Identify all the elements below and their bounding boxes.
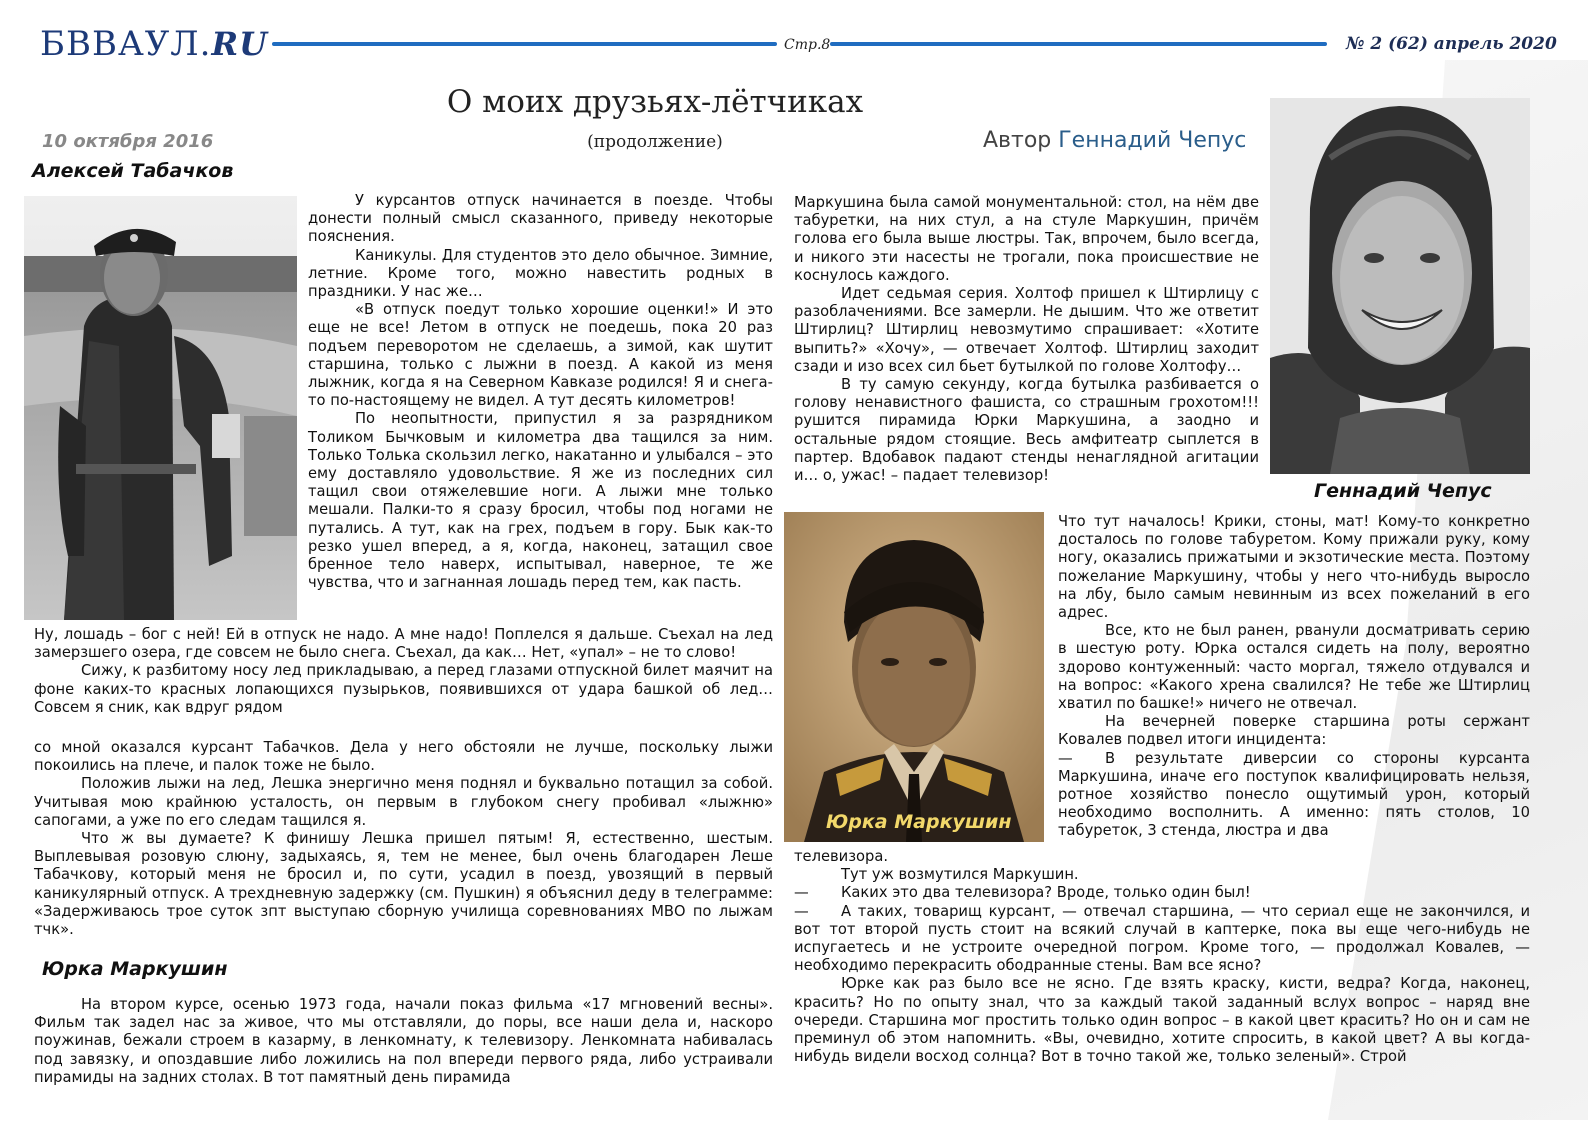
- paragraph: «В отпуск поедут только хорошие оценки!» И это еще не все! Летом в отпуск не поедешь, пока 20 раз подъем переворотом не сделаешь, а зимой, как шутит старшина, только с лыжни в поезд. А какой из меня лыжник, когда я на Северном Кавказе родился! Я и снега-то по-настоящему не видел. А тут десять километров!: [308, 301, 773, 410]
- paragraph: Что ж вы думаете? К финишу Лешка пришел пятым! Я, естественно, шестым. Выплевывая розовую слюну, задыхаясь, я, тем не менее, был очень благодарен Леше Табачкову, который меня не бросил и, по сути, усадил в поезд, увозящий в первый каникулярный отпуск. А трехдневную задержку (см. Пушкин) я объяснил деду в телеграмме: «Задерживаюсь трое суток зпт выступаю сборную училища соревнованиях МВО по лыжам тчк».: [34, 830, 773, 939]
- article-subtitle: (продолжение): [587, 132, 723, 152]
- dash-mark: —: [794, 884, 809, 902]
- page-number: Стр.8: [784, 37, 831, 53]
- caption-chepus: Геннадий Чепус: [1314, 480, 1492, 502]
- text-block-6: [1058, 513, 1530, 841]
- dialogue-line: [1058, 750, 1530, 841]
- photo-markushin: [784, 512, 1044, 842]
- paragraph: телевизора.: [794, 848, 889, 865]
- paragraph: Каникулы. Для студентов это дело обычное. Зимние, летние. Кроме того, можно навестить родных в праздники. У нас же…: [308, 246, 773, 301]
- paragraph: По неопытности, припустил я за разрядником Толиком Бычковым и километра два тащился за ним. Только Толька скользил легко, накатанно и улыбался – это ему доставляло удовольствие. Я же из последних сил тащил свои отяжелевшие ноги. А лыжи мне только мешали. Палки-то я сразу бросил, чтобы под ногами не путались. А тут, как на грех, подъем в гору. Бык как-то резко ушел вперед, а я, когда, наконец, затащил свое бренное тело наверх, испытывал, наверное, те же чувства, что и загнанная лошадь перед тем, как пасть.: [308, 410, 773, 592]
- heading-tabachkov: Алексей Табачков: [32, 160, 234, 182]
- text-block-1: [308, 192, 773, 592]
- paragraph: В ту самую секунду, когда бутылка разбивается о голову ненавистного фашиста, со страшным грохотом!!! рушится пирамида Юрки Маркушина, а заодно и остальные рядом стоящие. Весь амфитеатр сыплется в партер. Вдобавок падают стенды ненаглядной агитации и… о, ужас! – падает телевизор!: [794, 376, 1259, 485]
- paragraph: Идет седьмая серия. Холтоф пришел к Штирлицу с разоблачениями. Все замерли. Не дышим. Что же ответит Штирлиц? Штирлиц невозмутимо спрашивает: «Хотите выпить?» «Хочу», — отвечает Холтоф. Штирлиц заходит сзади и изо всех сил бьет бутылкой по голове Холтофу…: [794, 285, 1259, 375]
- logo-ru: RU: [211, 25, 268, 63]
- dialogue-text: Каких это два телевизора? Вроде, только один был!: [841, 884, 1251, 902]
- text-block-4: [34, 996, 773, 1087]
- paragraph: Что тут началось! Крики, стоны, мат! Кому-то конкретно досталось по голове табуретом. Кому прижали руку, кому ногу, оказались прижатыми и экзотические места. Поэтому пожелание Маркушину, чтобы у него что-нибудь выросло на лбу, было самым невинным из всех пожеланий в его адрес.: [1058, 513, 1530, 622]
- author-name: Геннадий Чепус: [1058, 128, 1247, 153]
- dialogue-text: А таких, товарищ курсант, — отвечал старшина, — что сериал еще не закончился, и вот тот второй пусть стоит на всякий случай в каптерке, пока вы еще чего-нибудь не испугаетесь и не устроите очередной погром. Кроме того, — продолжал Ковалев, — необходимо перекрасить ободранные стены. Вам все ясно?: [794, 902, 1530, 975]
- article-date: 10 октября 2016: [42, 131, 214, 152]
- paragraph: На вечерней поверке старшина роты сержант Ковалев подвел итоги инцидента:: [1058, 713, 1530, 749]
- text-block-7: [794, 848, 1530, 1066]
- header-rule-left: [272, 42, 777, 46]
- text-block-2: [34, 626, 773, 717]
- photo-tabachkov: [24, 196, 297, 620]
- paragraph: Сижу, к разбитому носу лед прикладываю, а перед глазами отпускной билет маячит на фоне каких-то красных лопающихся пузырьков, появившихся от удара башкой об лед… Совсем я сник, как вдруг рядом: [34, 662, 773, 716]
- text-block-3: [34, 739, 773, 939]
- paragraph: Маркушина была самой монументальной: стол, на нём две табуретки, на них стул, а на стуле Маркушин, причём голова его была выше люстры. Так, впрочем, было всегда, и никого эти насесты не трогали, пока происшествие не коснулось каждого.: [794, 194, 1259, 284]
- header-rule-right: [830, 42, 1327, 46]
- paragraph: Тут уж возмутился Маркушин.: [841, 866, 1079, 884]
- issue-info: № 2 (62) апрель 2020: [1346, 34, 1557, 54]
- paragraph: У курсантов отпуск начинается в поезде. Чтобы донести полный смысл сказанного, приведу некоторые пояснения.: [308, 192, 773, 246]
- dialogue-line: [794, 884, 1530, 902]
- paragraph: Юрке как раз было все не ясно. Где взять краску, кисти, ведра? Когда, наконец, красить? Но по опыту знал, что за каждый такой заданный вслух вопрос – наряд вне очереди. Старшина мог простить только один вопрос – в какой цвет красить? Но он и сам не преминул об этом напомнить. «Вы, очевидно, хотите спросить, в какой цвет? А вы когда-нибудь видели восход солнца? Вот в точно такой же, только зеленый». Строй: [794, 975, 1530, 1066]
- article-author: [983, 128, 1246, 153]
- heading-markushin: Юрка Маркушин: [42, 958, 228, 980]
- text-block-5: [794, 194, 1259, 485]
- dash-mark: —: [794, 902, 809, 920]
- dialogue-line: [794, 903, 1530, 976]
- paragraph: со мной оказался курсант Табачков. Дела у него обстояли не лучше, поскольку лыжи покоились на плече, и палок тоже не было.: [34, 739, 773, 775]
- dash-mark: —: [1058, 749, 1073, 767]
- paragraph: Все, кто не был ранен, рванули досматривать серию в шестую роту. Юрка остался сидеть на полу, вероятно здорово контуженный: часто моргал, тяжело отдувался и на вопрос: «Какого хрена свалился? Не тебе же Штирлиц хватил по башке!» ничего не отвечал.: [1058, 622, 1530, 713]
- site-logo: [40, 24, 268, 64]
- caption-markushin: Юрка Маркушин: [826, 811, 1012, 833]
- photo-chepus: [1270, 98, 1530, 474]
- dialogue-text: В результате диверсии со стороны курсанта Маркушина, иначе его поступок квалифицировать нельзя, ротное хозяйство понесло ощутимый урон, который необходимо восполнить. А именно: пять столов, 10 табуреток, 3 стенда, люстра и два: [1058, 749, 1530, 840]
- paragraph: На втором курсе, осенью 1973 года, начали показ фильма «17 мгновений весны». Фильм так задел нас за живое, что мы отставляли, до поры, все наши дела и, наскоро поужинав, бежали строем в казарму, в ленкомнату, к телевизору. Ленкомната набивалась под завязку, и опоздавшие либо ложились на пол впереди первого ряда, либо устраивали пирамиды на задних столах. В тот памятный день пирамида: [34, 996, 773, 1086]
- article-title: О моих друзьях-лётчиках: [446, 84, 864, 120]
- logo-main: БВВАУЛ.: [40, 24, 212, 64]
- author-label: Автор: [983, 128, 1052, 153]
- paragraph: Ну, лошадь – бог с ней! Ей в отпуск не надо. А мне надо! Поплелся я дальше. Съехал на лед замерзшего озера, где совсем не было снега. Съехал, да как… Нет, «упал» – не то слово!: [34, 626, 773, 662]
- paragraph: Положив лыжи на лед, Лешка энергично меня поднял и буквально потащил за собой. Учитывая мою крайнюю усталость, он первым в глубоком снегу пробивал «лыжню» сапогами, а уже по его следам тащился я.: [34, 775, 773, 829]
